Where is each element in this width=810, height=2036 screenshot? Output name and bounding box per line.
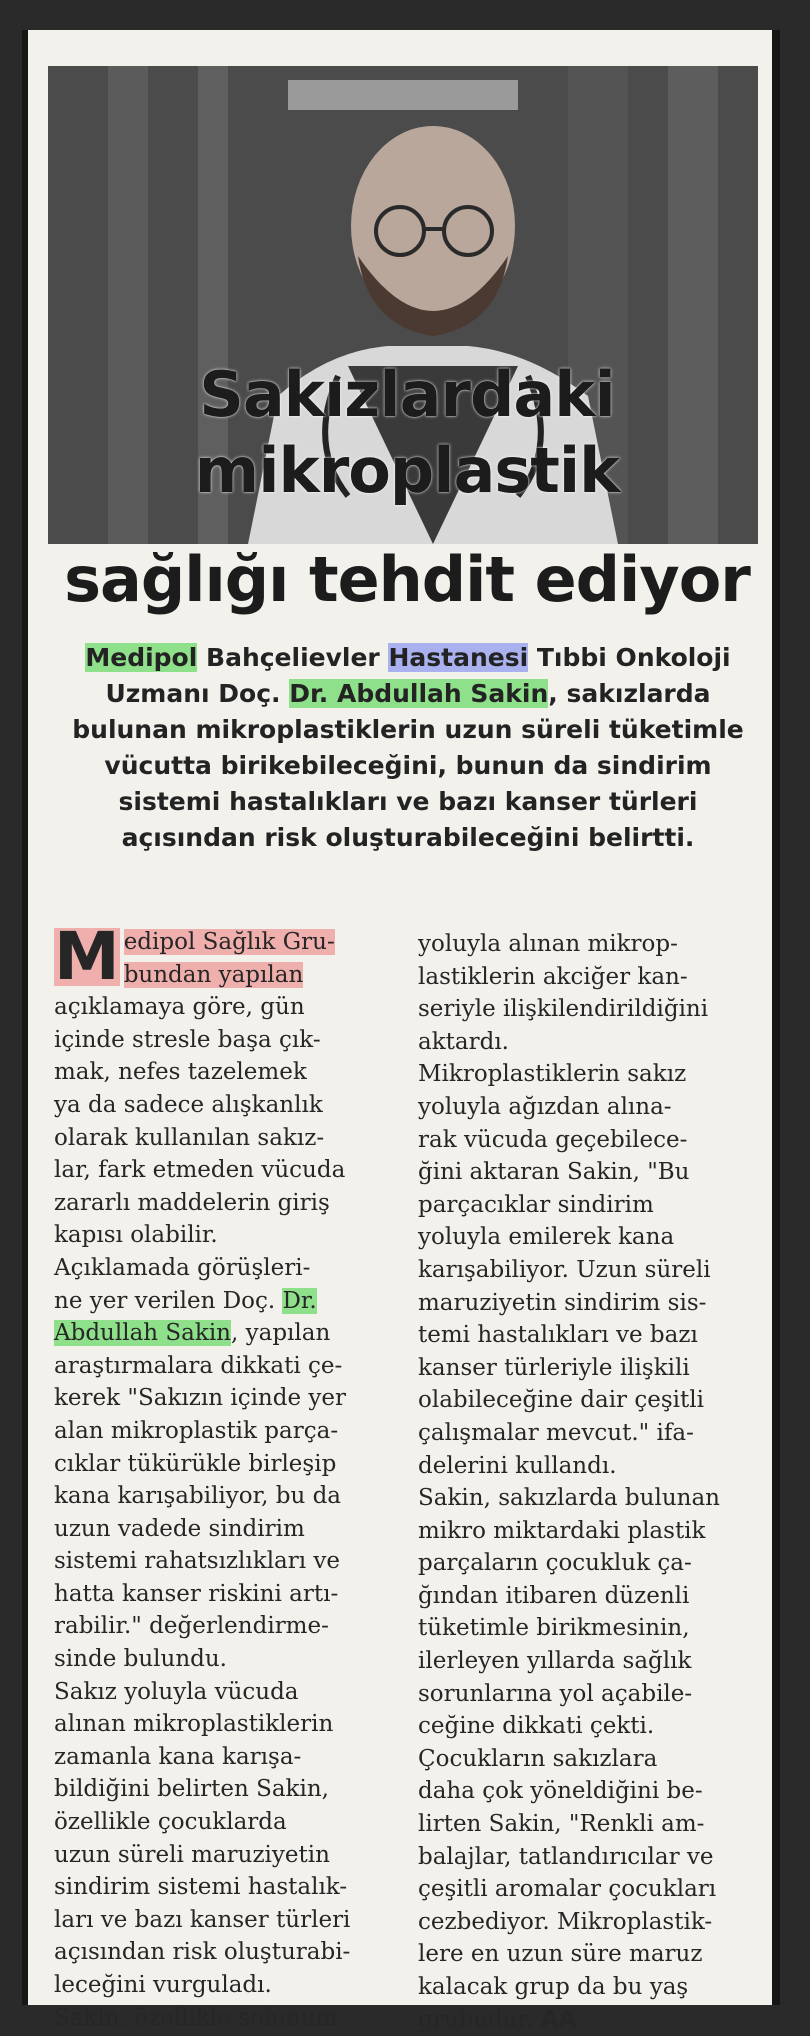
left-paragraph-1-text: açıklamaya göre, gün içinde stresle başa çık- mak, nefes tazelemek ya da sadece alışkanlık olarak kullanılan sakız- lar, fark etmeden vücuda zararlı maddelerin giriş kapısı olabilir. bbox=[54, 994, 346, 1249]
hospital-word-highlight: Hastanesi bbox=[388, 643, 529, 672]
lead-text-2: Tıbbi Onkoloji Uzmanı Doç. bbox=[105, 643, 731, 708]
group-name-highlight: edipol Sağlık Gru- bundan yapılan bbox=[123, 929, 335, 988]
left-paragraph-2 bbox=[54, 1252, 394, 1676]
left-column bbox=[54, 918, 394, 2034]
lead-paragraph bbox=[68, 640, 748, 856]
doctor-name-highlight: Dr. Abdullah Sakin bbox=[289, 679, 549, 708]
right-paragraph-2: Mikroplastiklerin sakız yoluyla ağızdan alına- rak vücuda geçebilece- ğini aktaran Sakin, "Bu parçacıklar sindirim yoluyla emilerek kana karışabiliyor. Uzun süreli maruziyetin sindirim sis- temi hastalıkları ve bazı kanser türleriyle ilişkili olabileceğine dair çeşitli çalışmalar mevcut." ifa- delerini kullandı. bbox=[418, 1061, 711, 1479]
hospital-name-highlight: Medipol bbox=[85, 643, 198, 672]
newspaper-clipping bbox=[22, 30, 780, 2033]
left-paragraph-2-pre: Açıklamada görüşleri- ne yer verilen Doç. bbox=[54, 1254, 311, 1314]
drop-cap: M bbox=[54, 918, 120, 995]
right-paragraph-4 bbox=[418, 1743, 758, 2036]
right-paragraph-4-text: Çocukların sakızlara daha çok yöneldiğini be- lirten Sakin, "Renkli am- balajlar, tatlandırıcılar ve çeşitli aromalar çocukları cezbediyor. Mikroplastik- lere en uzun süre maruz kalacak grup da bu yaş grubudur. bbox=[418, 1745, 717, 2033]
headline-line-1: Sakızlardaki bbox=[199, 358, 615, 431]
lead-text-3: , sakızlarda bulunan mikroplastiklerin uzun süreli tüketimle vücutta birikebileceğini, bunun da sindirim sistemi hastalıkları ve bazı kanser türleri açısından risk oluşturabileceğini belirtti. bbox=[72, 679, 744, 852]
headline-line-3: sağlığı tehdit ediyor bbox=[64, 543, 750, 616]
headline-line-2: mikroplastik bbox=[194, 434, 620, 507]
left-paragraph-1 bbox=[54, 918, 394, 1252]
agency-credit: AA bbox=[540, 2006, 577, 2033]
right-paragraph-1: yoluyla alınan mikrop- lastiklerin akciğer kan- seriyle ilişkilendirildiğini aktardı. bbox=[418, 931, 709, 1055]
doctor-name-highlight-body: Dr. Abdullah Sakin bbox=[54, 1287, 317, 1347]
right-paragraph-3: Sakin, sakızlarda bulunan mikro miktardaki plastik parçaların çocukluk ça- ğından itibaren düzenli tüketimle birikmesinin, ilerleyen yıllarda sağlık sorunlarına yol açabile- ceğine dikkati çekti. bbox=[418, 1485, 720, 1740]
lead-text-1: Bahçelievler bbox=[197, 643, 389, 672]
right-column bbox=[418, 928, 758, 2036]
left-paragraph-2-post: , yapılan araştırmalara dikkati çe- kerek "Sakızın içinde yer alan mikroplastik parça- cıklar tükürükle birleşip kana karışabiliyor, bu da uzun vadede sindirim sistemi rahatsızlıkları ve hatta kanser riskini artı- rabilir." değerlendirme- sinde bulundu. bbox=[54, 1320, 346, 1673]
left-paragraph-3: Sakız yoluyla vücuda alınan mikroplastiklerin zamanla kana karışa- bildiğini belirten Sakin, özellikle çocuklarda uzun süreli maruziyetin sindirim sistemi hastalık- ları ve bazı kanser türleri açısından risk oluşturabi- leceğini vurguladı. bbox=[54, 1678, 351, 1998]
left-paragraph-4: Sakin, özellikle solunum bbox=[54, 2004, 338, 2031]
